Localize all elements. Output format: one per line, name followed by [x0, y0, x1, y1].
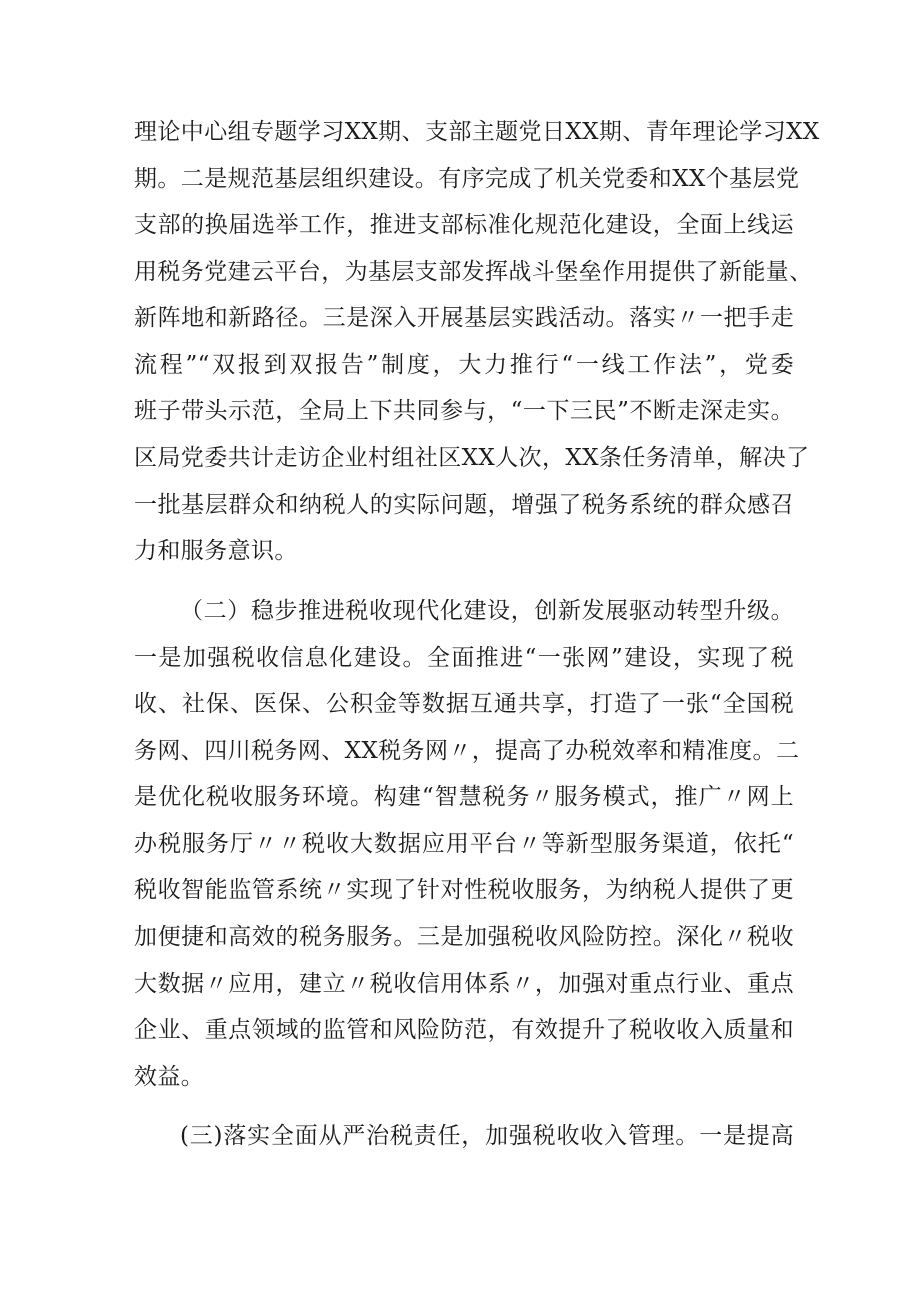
text-line: 是优化税收服务环境。构建“智慧税务〃服务模式，推广〃网上 [134, 784, 794, 810]
section-heading: （二）稳步推进税收现代化建设，创新发展驱动转型升级。 [180, 598, 794, 624]
text-line: 效益。 [134, 1064, 205, 1090]
text-line: 企业、重点领域的监管和风险防范，有效提升了税收收入质量和 [134, 1017, 794, 1043]
text-line: 流程”“双报到双报告”制度，大力推行“一线工作法”，党委 [134, 352, 794, 378]
text-line: 区局党委共计走访企业村组社区XX人次，XX条任务清单，解决了 [134, 445, 810, 471]
text-line: 加便捷和高效的税务服务。三是加强税收风险防控。深化〃税收 [134, 924, 794, 950]
text-line: 班子带头示范，全局上下共同参与，“一下三民”不断走深走实。 [134, 398, 794, 424]
text-line: 一是加强税收信息化建设。全面推进“一张网”建设，实现了税 [134, 645, 794, 671]
text-line: 一批基层群众和纳税人的实际问题，增强了税务系统的群众感召 [134, 492, 794, 518]
text-line: 办税服务厅〃〃税收大数据应用平台〃等新型服务渠道，依托“ [134, 831, 794, 857]
text-line: 收、社保、医保、公积金等数据互通共享，打造了一张“全国税 [134, 691, 794, 717]
text-line: 理论中心组专题学习XX期、支部主题党日XX期、青年理论学习XX [134, 119, 820, 145]
text-line: 支部的换届选举工作，推进支部标准化规范化建设，全面上线运 [134, 212, 794, 238]
text-line: 大数据〃应用，建立〃税收信用体系〃，加强对重点行业、重点 [134, 971, 794, 997]
section-heading: (三)落实全面从严治税责任，加强税收收入管理。一是提高 [180, 1123, 794, 1149]
text-line: 力和服务意识。 [134, 538, 298, 564]
text-line: 期。二是规范基层组织建设。有序完成了机关党委和XX个基层党 [134, 166, 800, 192]
text-line: 用税务党建云平台，为基层支部发挥战斗堡垒作用提供了新能量、 [134, 259, 813, 285]
text-line: 税收智能监管系统〃实现了针对性税收服务，为纳税人提供了更 [134, 877, 794, 903]
text-line: 新阵地和新路径。三是深入开展基层实践活动。落实〃一把手走 [134, 305, 794, 331]
text-line: 务网、四川税务网、XX税务网〃，提高了办税效率和精准度。二 [134, 738, 800, 764]
